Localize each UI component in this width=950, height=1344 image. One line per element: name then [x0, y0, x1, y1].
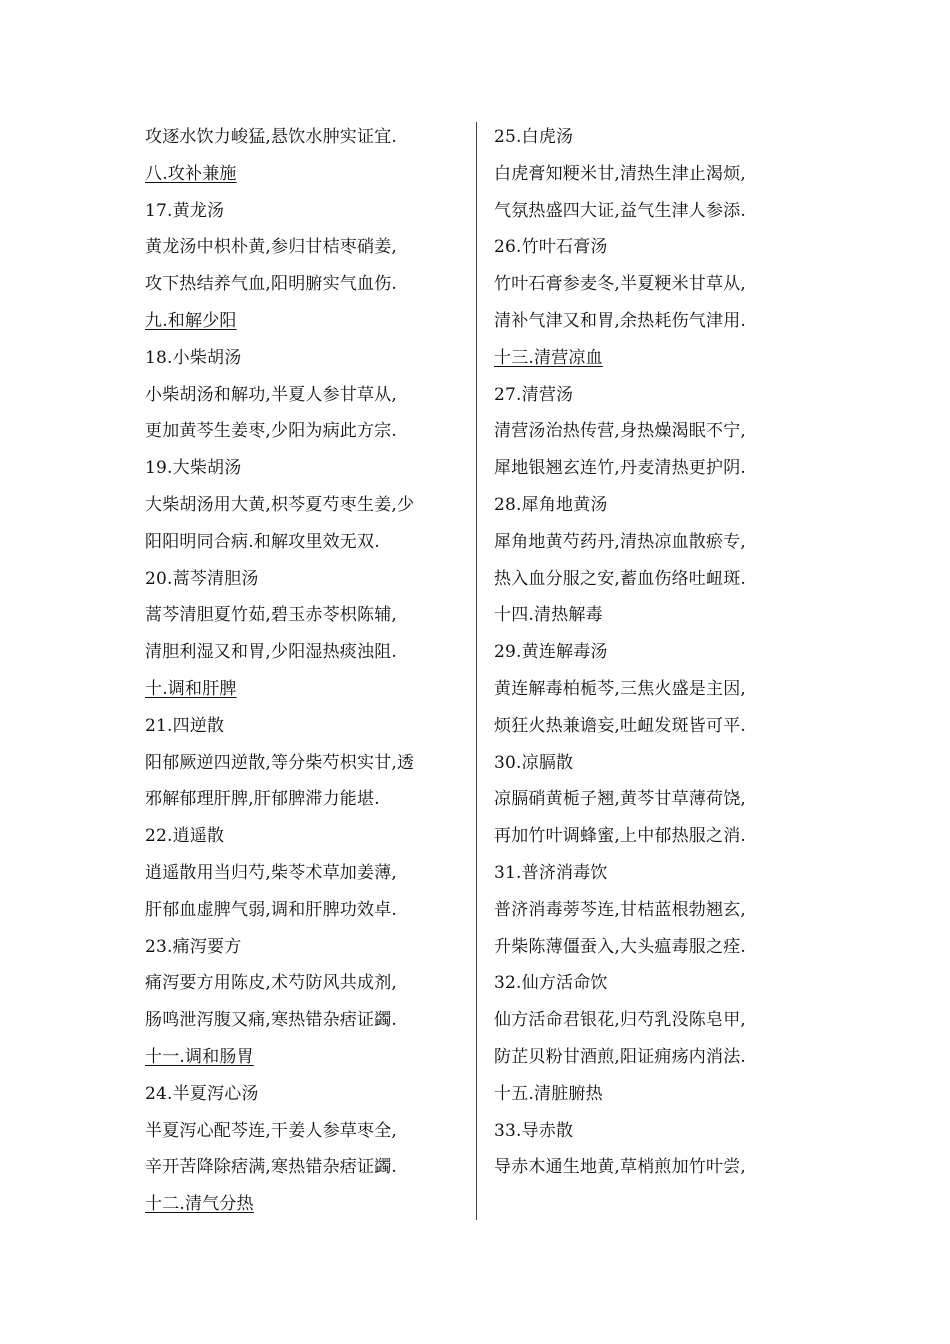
- column-divider: [476, 122, 477, 1220]
- verse-line: [145, 745, 463, 782]
- verse-line: [494, 413, 794, 450]
- verse-line-text: 犀地银翘玄连竹,丹麦清热更护阴.: [494, 458, 747, 479]
- verse-line: [145, 1149, 463, 1186]
- section-heading: [494, 1076, 794, 1113]
- formula-title: [494, 634, 794, 671]
- verse-line: [145, 1002, 463, 1039]
- formula-title: [145, 193, 463, 230]
- section-heading-text: 九.和解少阳: [145, 310, 237, 331]
- verse-line: [145, 855, 463, 892]
- verse-line: [145, 965, 463, 1002]
- verse-line-text: 攻下热结养气血,阳明腑实气血伤.: [145, 274, 398, 295]
- verse-line-text: 再加竹叶调蜂蜜,上中郁热服之消.: [494, 826, 747, 847]
- verse-line: [145, 413, 463, 450]
- verse-line-text: 邪解郁理肝脾,肝郁脾滞力能堪.: [145, 789, 380, 810]
- formula-title: [494, 487, 794, 524]
- verse-line: [145, 524, 463, 561]
- verse-line-text: 清胆利湿又和胃,少阳湿热痰浊阻.: [145, 642, 398, 663]
- verse-line-text: 犀角地黄芍药丹,清热凉血散瘀专,: [494, 531, 747, 552]
- section-heading: [145, 671, 463, 708]
- verse-line-text: 辛开苦降除痞满,寒热错杂痞证蠲.: [145, 1157, 398, 1178]
- formula-title-text: 19.大柴胡汤: [145, 458, 242, 479]
- verse-line: [145, 229, 463, 266]
- formula-title: [145, 1076, 463, 1113]
- formula-title-text: 24.半夏泻心汤: [145, 1083, 259, 1104]
- section-heading-text: 十四.清热解毒: [494, 605, 603, 626]
- section-heading-text: 八.攻补兼施: [145, 163, 237, 184]
- formula-title-text: 20.蒿芩清胆汤: [145, 568, 259, 589]
- formula-title-text: 25.白虎汤: [494, 127, 574, 147]
- verse-line: [494, 708, 794, 745]
- right-column: [494, 119, 794, 1186]
- formula-title: [494, 855, 794, 892]
- section-heading: [145, 303, 463, 340]
- formula-title-text: 32.仙方活命饮: [494, 973, 608, 994]
- formula-title: [145, 708, 463, 745]
- verse-line-text: 普济消毒蒡芩连,甘桔蓝根勃翘玄,: [494, 899, 747, 920]
- verse-line: [494, 561, 794, 598]
- formula-title: [145, 561, 463, 598]
- formula-title: [145, 340, 463, 377]
- verse-line-text: 逍遥散用当归芍,柴苓术草加姜薄,: [145, 862, 398, 883]
- verse-line-text: 小柴胡汤和解功,半夏人参甘草从,: [145, 384, 398, 405]
- verse-line-text: 痛泻要方用陈皮,术芍防风共成剂,: [145, 973, 398, 994]
- section-heading-text: 十五.清脏腑热: [494, 1083, 603, 1104]
- formula-title-text: 17.黄龙汤: [145, 200, 225, 221]
- section-heading: [145, 156, 463, 193]
- verse-line: [145, 1113, 463, 1150]
- verse-line-text: 肝郁血虚脾气弱,调和肝脾功效卓.: [145, 899, 398, 920]
- section-heading: [145, 1039, 463, 1076]
- formula-title-text: 23.痛泻要方: [145, 936, 242, 957]
- verse-line-text: 阳郁厥逆四逆散,等分柴芍枳实甘,透: [145, 752, 415, 773]
- verse-line-text: 气氛热盛四大证,益气生津人参添.: [494, 200, 747, 221]
- left-column: [145, 119, 463, 1223]
- formula-title-text: 30.凉膈散: [494, 752, 574, 773]
- formula-title: [494, 119, 794, 156]
- formula-title-text: 18.小柴胡汤: [145, 347, 242, 368]
- verse-line-text: 半夏泻心配芩连,干姜人参草枣全,: [145, 1120, 398, 1141]
- verse-line: [494, 1039, 794, 1076]
- verse-line: [494, 193, 794, 230]
- verse-line: [494, 303, 794, 340]
- formula-title: [494, 1113, 794, 1150]
- verse-line: [494, 266, 794, 303]
- verse-line: [494, 156, 794, 193]
- verse-line: [494, 1149, 794, 1186]
- formula-title: [145, 929, 463, 966]
- verse-line: [145, 892, 463, 929]
- verse-line: [494, 892, 794, 929]
- section-heading-text: 十一.调和肠胃: [145, 1046, 254, 1067]
- verse-line-text: 导赤木通生地黄,草梢煎加竹叶尝,: [494, 1157, 747, 1178]
- verse-line: [494, 450, 794, 487]
- verse-line: [494, 781, 794, 818]
- section-heading: [145, 1186, 463, 1223]
- verse-line-text: 肠鸣泄泻腹又痛,寒热错杂痞证蠲.: [145, 1010, 398, 1031]
- verse-line-text: 阳阳明同合病.和解攻里效无双.: [145, 531, 380, 552]
- verse-line: [494, 524, 794, 561]
- formula-title-text: 27.清营汤: [494, 384, 574, 405]
- formula-title-text: 22.逍遥散: [145, 826, 225, 847]
- verse-line: [494, 671, 794, 708]
- verse-line: [145, 634, 463, 671]
- formula-title: [494, 377, 794, 414]
- section-heading-text: 十二.清气分热: [145, 1194, 254, 1215]
- verse-line-text: 防芷贝粉甘酒煎,阳证痈疡内消法.: [494, 1046, 747, 1067]
- formula-title: [145, 450, 463, 487]
- section-heading-text: 十.调和肝脾: [145, 678, 237, 699]
- formula-title-text: 33.导赤散: [494, 1120, 574, 1141]
- section-heading: [494, 597, 794, 634]
- verse-line: [494, 1002, 794, 1039]
- verse-line-text: 大柴胡汤用大黄,枳芩夏芍枣生姜,少: [145, 494, 415, 515]
- verse-line: [145, 487, 463, 524]
- verse-line: [494, 818, 794, 855]
- verse-line: [145, 377, 463, 414]
- formula-title-text: 28.犀角地黄汤: [494, 494, 608, 515]
- verse-line-text: 仙方活命君银花,归芍乳没陈皂甲,: [494, 1010, 747, 1031]
- formula-title: [494, 965, 794, 1002]
- verse-line-text: 凉膈硝黄栀子翘,黄芩甘草薄荷饶,: [494, 789, 747, 810]
- formula-title-text: 29.黄连解毒汤: [494, 642, 608, 663]
- formula-title-text: 26.竹叶石膏汤: [494, 237, 608, 258]
- section-heading-text: 十三.清营凉血: [494, 347, 603, 368]
- verse-line-text: 白虎膏知粳米甘,清热生津止渴烦,: [494, 163, 747, 184]
- verse-line-text: 升柴陈薄僵蚕入,大头瘟毒服之痊.: [494, 936, 747, 957]
- verse-line: [145, 781, 463, 818]
- formula-title-text: 31.普济消毒饮: [494, 862, 608, 883]
- verse-line-text: 热入血分服之安,蓄血伤络吐衄斑.: [494, 568, 747, 589]
- formula-title-text: 21.四逆散: [145, 715, 225, 736]
- formula-title: [145, 818, 463, 855]
- formula-title: [494, 745, 794, 782]
- verse-line: [145, 119, 463, 156]
- verse-line-text: 黄龙汤中枳朴黄,参归甘桔枣硝姜,: [145, 237, 398, 258]
- verse-line-text: 黄连解毒柏栀芩,三焦火盛是主因,: [494, 678, 747, 699]
- verse-line: [145, 266, 463, 303]
- verse-line-text: 攻逐水饮力峻猛,悬饮水肿实证宜.: [145, 127, 398, 147]
- verse-line: [494, 929, 794, 966]
- verse-line: [145, 597, 463, 634]
- verse-line-text: 蒿芩清胆夏竹茹,碧玉赤苓枳陈辅,: [145, 605, 398, 626]
- section-heading: [494, 340, 794, 377]
- verse-line-text: 清营汤治热传营,身热燥渴眠不宁,: [494, 421, 747, 442]
- formula-title: [494, 229, 794, 266]
- verse-line-text: 竹叶石膏参麦冬,半夏粳米甘草从,: [494, 274, 747, 295]
- verse-line-text: 烦狂火热兼谵妄,吐衄发斑皆可平.: [494, 715, 747, 736]
- verse-line-text: 清补气津又和胃,余热耗伤气津用.: [494, 310, 747, 331]
- verse-line-text: 更加黄芩生姜枣,少阳为病此方宗.: [145, 421, 398, 442]
